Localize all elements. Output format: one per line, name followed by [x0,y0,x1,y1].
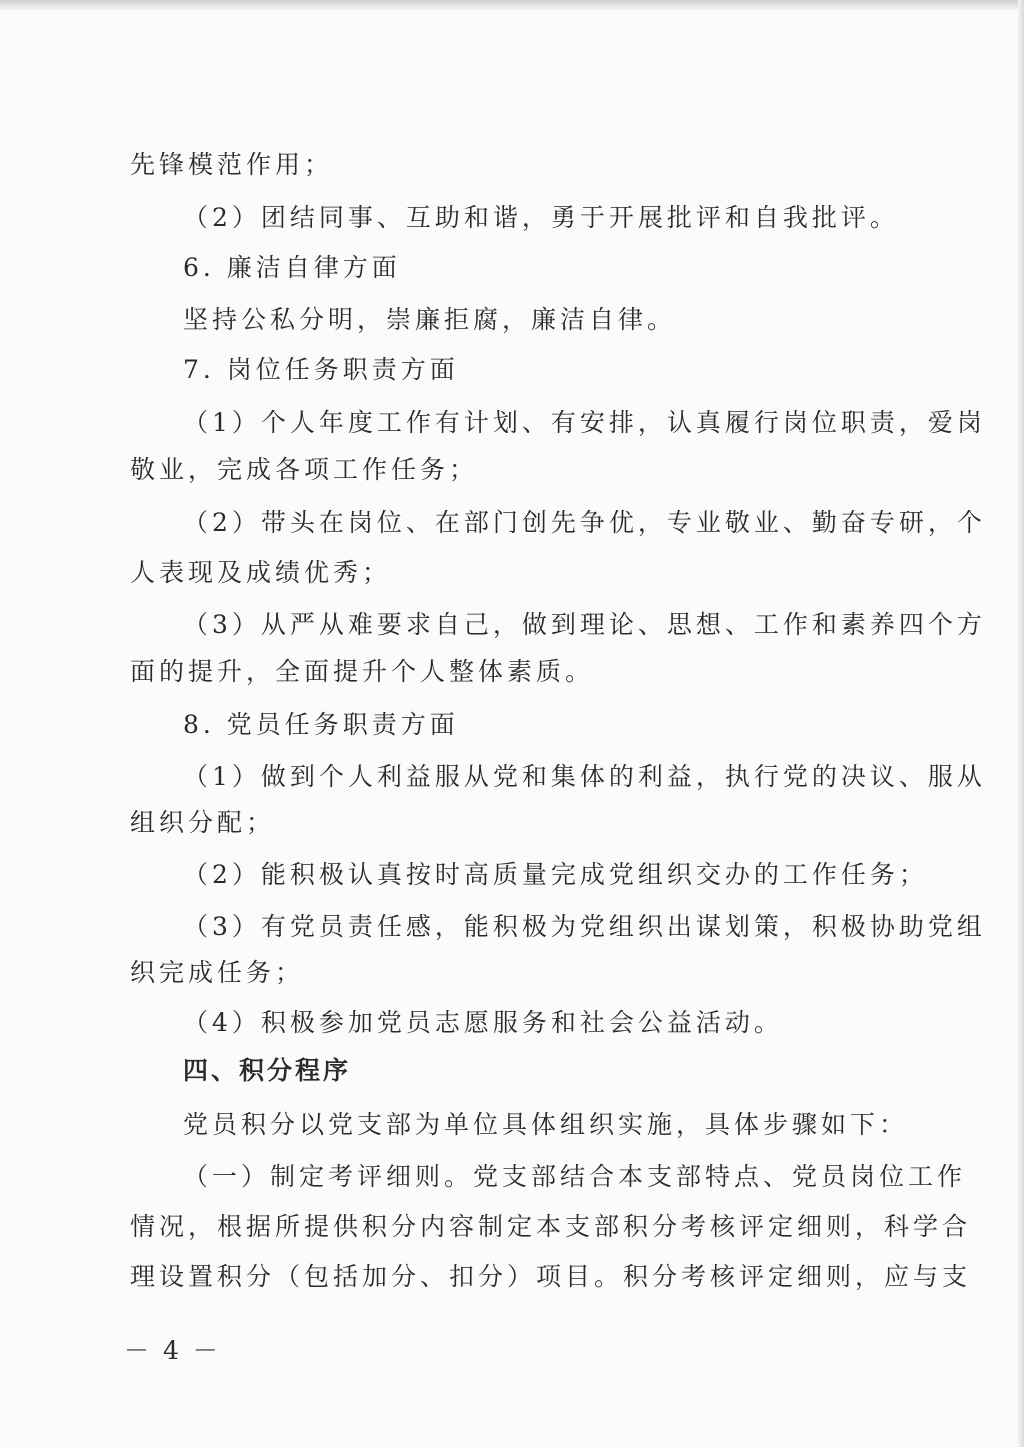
text-line: （2）能积极认真按时高质量完成党组织交办的工作任务； [183,860,928,889]
text-line: （一）制定考评细则。党支部结合本支部特点、党员岗位工作 [183,1162,967,1191]
text-line: 坚持公私分明，崇廉拒腐，廉洁自律。 [183,305,677,334]
text-line: 面的提升，全面提升个人整体素质。 [130,657,595,686]
text-line: 织完成任务； [130,958,305,987]
text-line: 6. 廉洁自律方面 [183,253,401,282]
text-line: 7. 岗位任务职责方面 [183,355,459,384]
text-line: 8. 党员任务职责方面 [183,710,459,739]
text-line: 党员积分以党支部为单位具体组织实施，具体步骤如下： [183,1110,909,1139]
page-number: － 4 － [124,1336,221,1365]
text-line: （3）从严从难要求自己，做到理论、思想、工作和素养四个方 [183,610,986,639]
text-line: 人表现及成绩优秀； [130,558,392,587]
text-line: （4）积极参加党员志愿服务和社会公益活动。 [183,1008,783,1037]
text-line: 敬业，完成各项工作任务； [130,455,479,484]
text-line: （3）有党员责任感，能积极为党组织出谋划策，积极协助党组 [183,912,986,941]
scan-top-edge [0,0,1024,10]
text-line: 情况，根据所提供积分内容制定本支部积分考核评定细则，科学合 [130,1212,972,1241]
text-line: （2）团结同事、互助和谐，勇于开展批评和自我批评。 [183,203,899,232]
text-line: （2）带头在岗位、在部门创先争优，专业敬业、勤奋专研，个 [183,508,986,537]
scan-right-edge [1018,0,1024,1447]
text-line: 先锋模范作用； [130,150,334,179]
text-line: 组织分配； [130,808,276,837]
text-line: 理设置积分（包括加分、扣分）项目。积分考核评定细则，应与支 [130,1262,972,1291]
text-line: （1）个人年度工作有计划、有安排，认真履行岗位职责，爱岗 [183,408,986,437]
section-heading: 四、积分程序 [183,1056,352,1085]
text-line: （1）做到个人利益服从党和集体的利益，执行党的决议、服从 [183,762,986,791]
